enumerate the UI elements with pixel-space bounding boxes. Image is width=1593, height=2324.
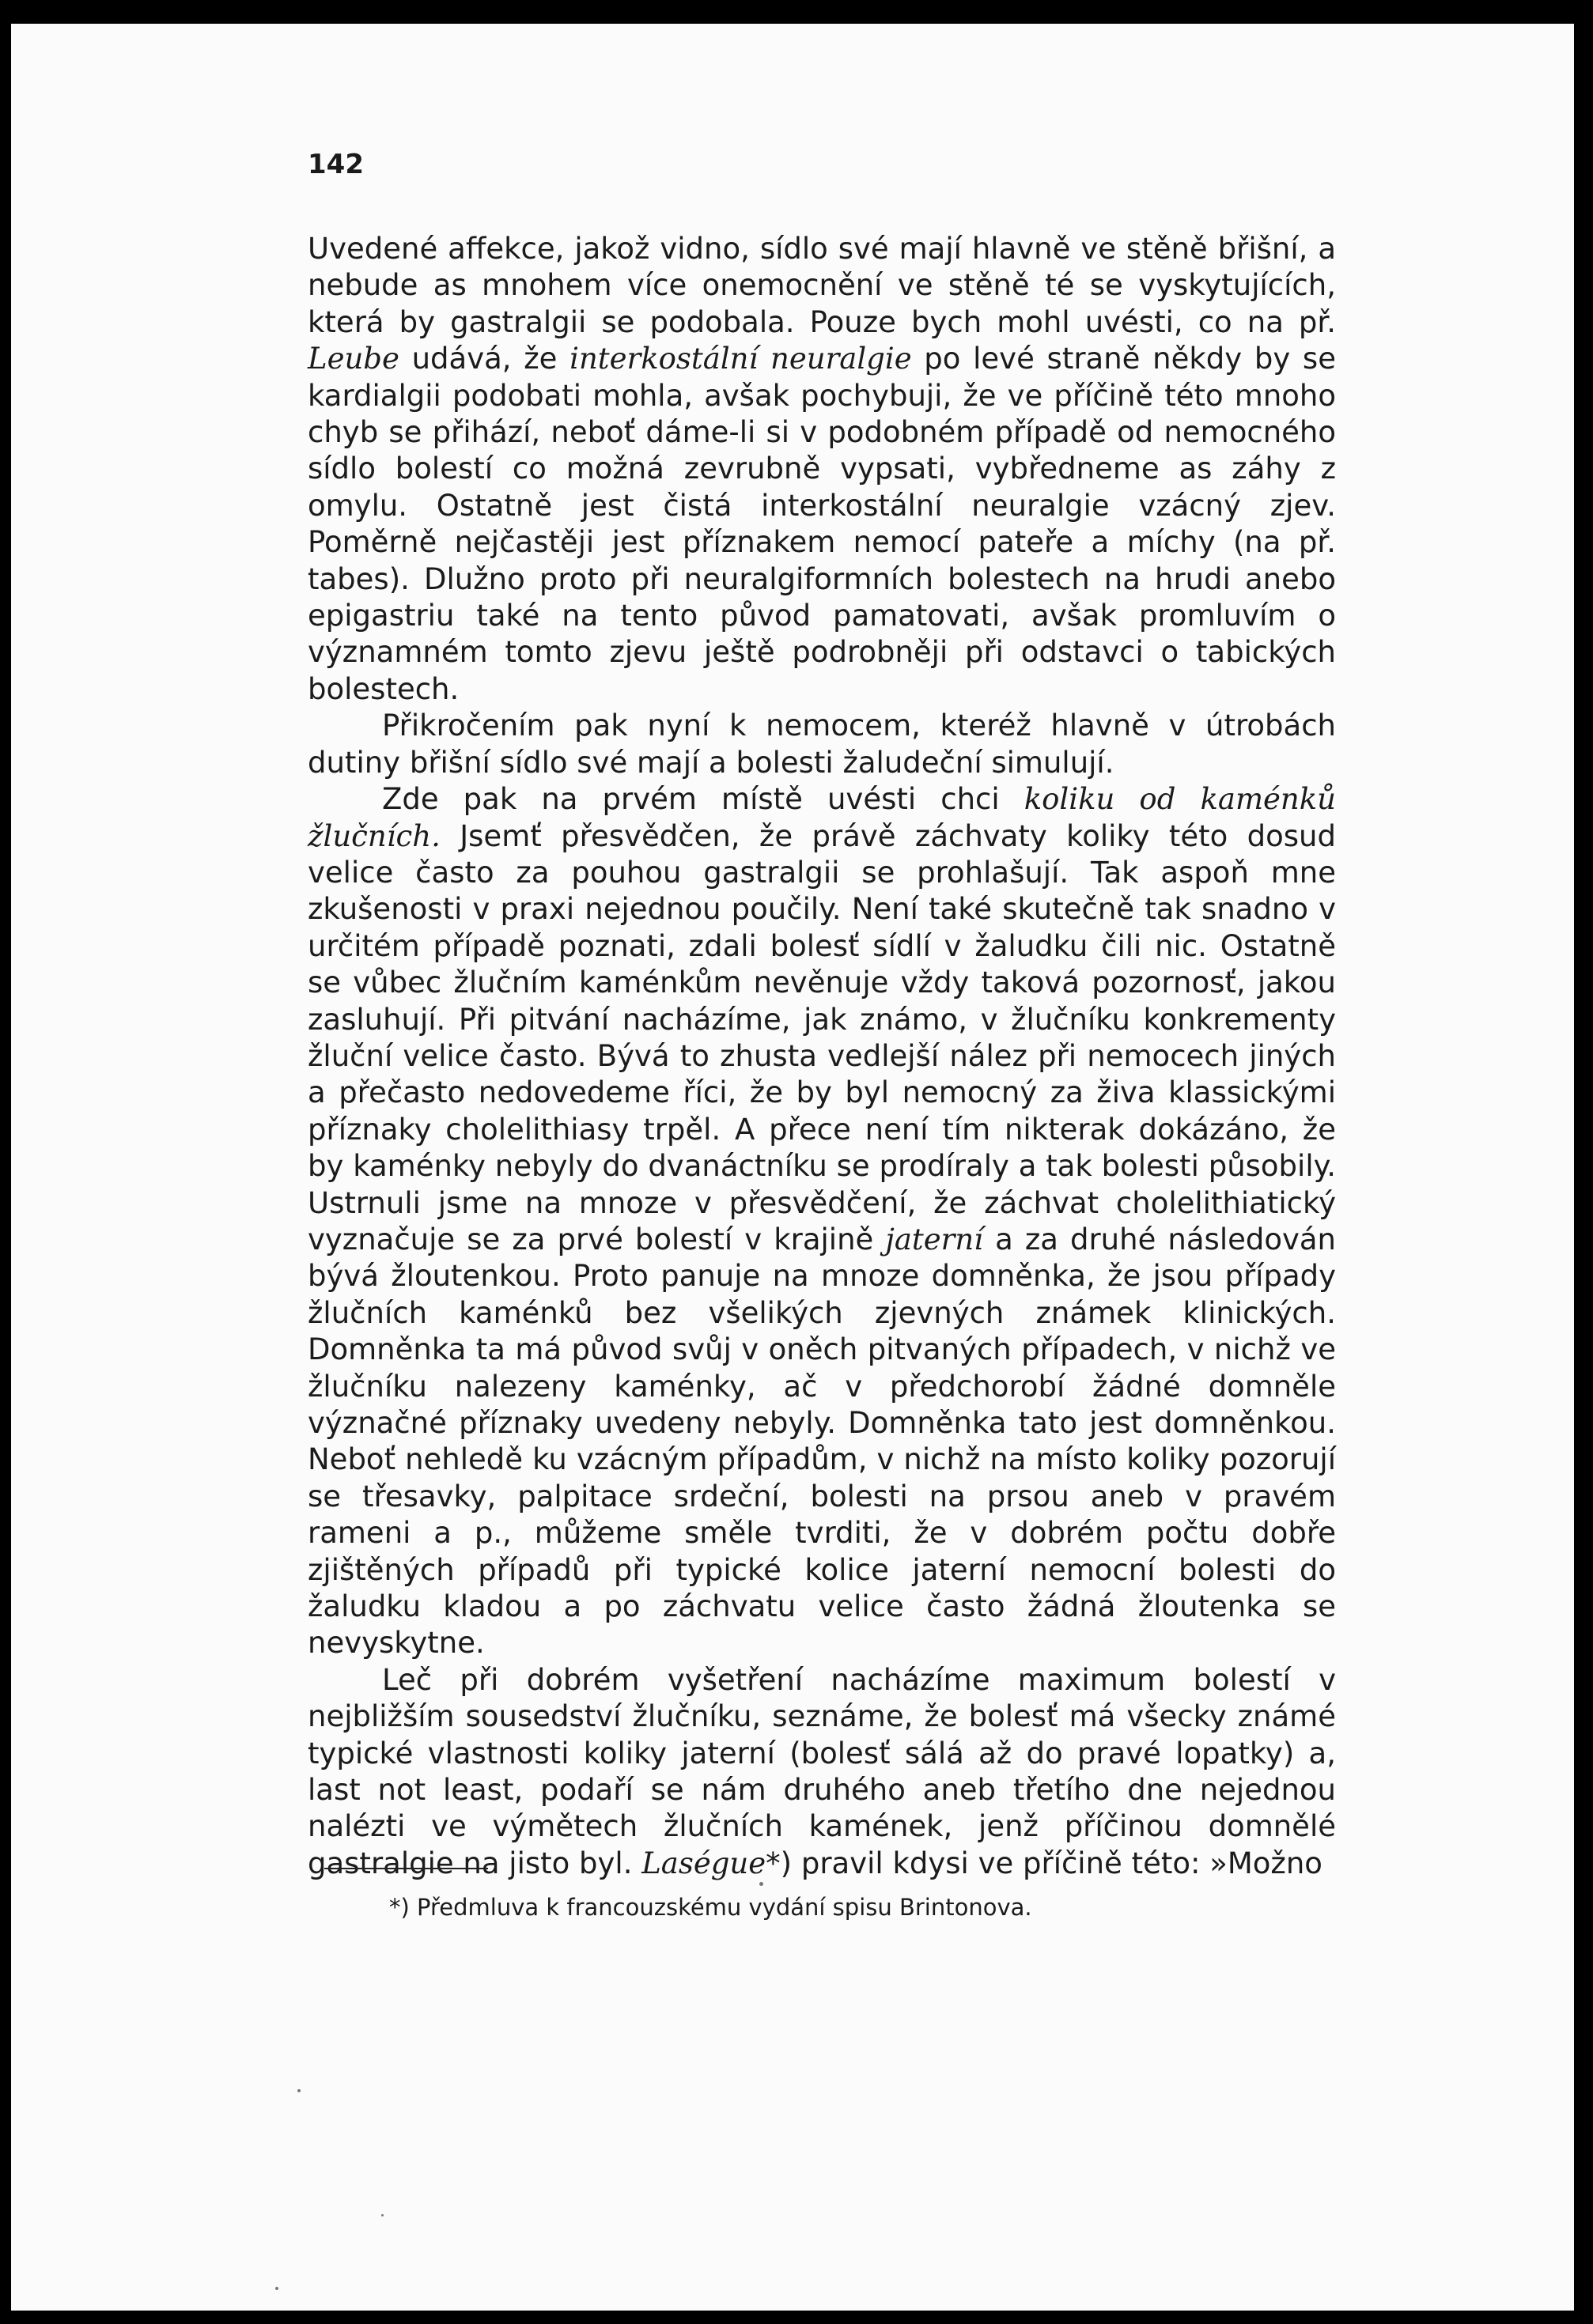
text-run: Jsemť přesvědčen, že právě záchvaty koliky této dosud velice často za pouhou gastralgii se prohlašují. Tak aspoň mne zkušenosti v praxi nejednou poučily. Není také skutečně tak snadno v určitém případě poznati, zdali bolesť sídlí v žaludku čili nic. Ostatně se vůbec žlučním kaménkům nevěnuje vždy taková pozornosť, jakou zasluhují. Při pitvání nacházíme, jak známo, v žlučníku konkrementy žluční velice často. Bývá to zhusta vedlejší nález při nemocech jiných a přečasto nedovedeme říci, že by byl nemocný za živa klassickými příznaky cholelithiasy trpěl. A přece není tím nikterak dokázáno, že by kaménky nebyly do dvanáctníku se prodíraly a tak bolesti působily. Ustrnuli jsme na mnoze v přesvědčení, že záchvat cholelithiatický vyznačuje se za prvé bolestí v krajině bbox=[308, 818, 1336, 1256]
text-run: Přikročením pak nyní k nemocem, kteréž hlavně v útrobách dutiny břišní sídlo své mají a bolesti žaludeční simulují. bbox=[308, 709, 1336, 780]
scan-speck bbox=[275, 2287, 278, 2290]
page-number: 142 bbox=[308, 149, 364, 180]
text-run: Uvedené affekce, jakož vidno, sídlo své mají hlavně ve stěně břišní, a nebude as mnohem více onemocnění ve stěně té se vyskytujících, která by gastralgii se podobala. Pouze bych mohl uvésti, co na př. bbox=[308, 232, 1336, 339]
text-run: Zde pak na prvém místě uvésti chci bbox=[382, 782, 1024, 817]
text-run: *) pravil kdysi ve příčině této: »Možno bbox=[766, 1846, 1322, 1880]
scan-speck bbox=[297, 2089, 301, 2092]
book-page bbox=[11, 24, 1574, 2311]
text-run: po levé straně někdy by se kardialgii podobati mohla, avšak pochybuji, že ve příčině této mnoho chyb se přihází, neboť dáme-li si v podobném případě od nemocného sídlo bolestí co možná zevrubně vypsati, vybředneme as záhy z omylu. Ostatně jest čistá interkostální neuralgie vzácný zjev. Poměrně nejčastěji jest příznakem nemocí pateře a míchy (na př. tabes). Dlužno proto při neuralgiformních bolestech na hrudi anebo epigastriu také na tento původ pamatovati, avšak promluvím o významném tomto zjevu ještě podrobněji při odstavci o tabických bolestech. bbox=[308, 342, 1336, 706]
paragraph bbox=[308, 708, 1336, 781]
paragraph bbox=[308, 231, 1336, 708]
text-run: udává, že bbox=[399, 342, 570, 376]
scan-speck bbox=[759, 1882, 763, 1886]
term-italic: jaterní bbox=[885, 1222, 984, 1256]
text-run: Leč při dobrém vyšetření nacházíme maximum bolestí v nejbližším sousedství žlučníku, seznáme, že bolesť má všecky známé typické vlastnosti koliky jaterní (bolesť sálá až do pravé lopatky) a, last not least, podaří se nám druhého aneb třetího dne nejednou nalézti ve výmětech žlučních kamének, jenž příčinou domnělé gastralgie na jisto byl. bbox=[308, 1662, 1336, 1880]
paragraph bbox=[308, 781, 1336, 1662]
author-name-italic: Leube bbox=[308, 342, 399, 376]
footnote-divider bbox=[324, 1868, 488, 1869]
paragraph bbox=[308, 1662, 1336, 1882]
term-italic: koliku od kaménků žlučních. bbox=[308, 782, 1337, 853]
term-italic: interkostální neuralgie bbox=[569, 342, 912, 376]
scan-speck bbox=[381, 2214, 384, 2216]
footnote: *) Předmluva k francouzskému vydání spisu Brintonova. bbox=[389, 1894, 1032, 1921]
author-name-italic: Laségue bbox=[641, 1846, 766, 1880]
text-run: a za druhé následován bývá žloutenkou. Proto panuje na mnoze domněnka, že jsou případy žlučních kaménků bez všelikých zjevných známek klinických. Domněnka ta má původ svůj v oněch pitvaných případech, v nichž ve žlučníku nalezeny kaménky, ač v předchorobí žádné domněle význačné příznaky uvedeny nebyly. Domněnka tato jest domněnkou. Neboť nehledě ku vzácným případům, v nichž na místo koliky pozorují se třesavky, palpitace srdeční, bolesti na prsou aneb v pravém rameni a p., můžeme směle tvrditi, že v dobrém počtu dobře zjištěných případů při typické kolice jaterní nemocní bolesti do žaludku kladou a po záchvatu velice často žádná žloutenka se nevyskytne. bbox=[308, 1222, 1336, 1661]
body-text bbox=[308, 231, 1336, 1882]
